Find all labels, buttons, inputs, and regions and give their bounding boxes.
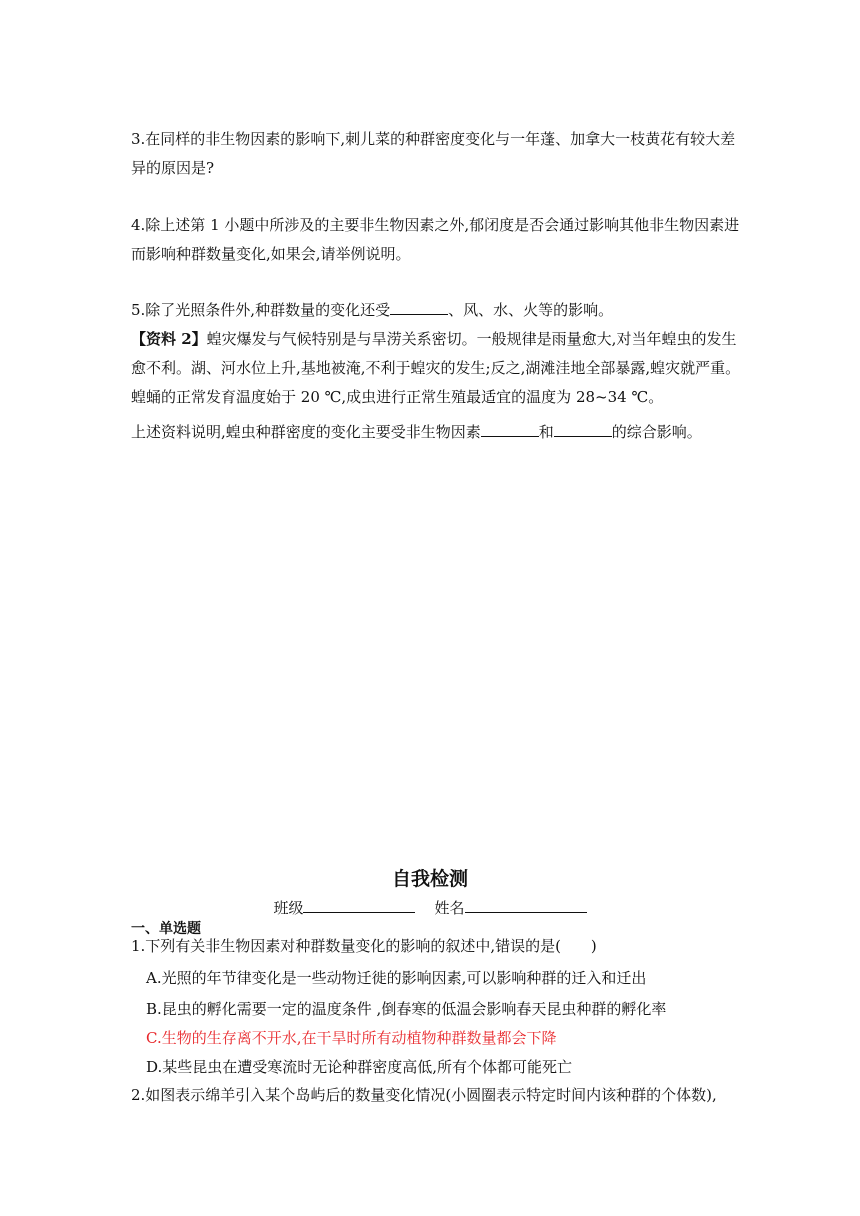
question-3: 3.在同样的非生物因素的影响下,刺儿菜的种群密度变化与一年蓬、加拿大一枝黄花有较大差异的原因是? bbox=[131, 130, 736, 177]
question-5 bbox=[131, 296, 741, 325]
conclusion-text-after: 的综合影响。 bbox=[611, 423, 702, 441]
material-2-label: 【资料 2】 bbox=[131, 330, 207, 348]
answer-blank[interactable] bbox=[481, 422, 539, 437]
material-2-text: 蝗灾爆发与气候特别是与旱涝关系密切。一般规律是雨量愈大,对当年蝗虫的发生愈不利。湖、河水位上升,基地被淹,不利于蝗灾的发生;反之,湖滩洼地全部暴露,蝗灾就严重。蝗蛹的正常发育温度始于 20 ℃,成虫进行正常生殖最适宜的温度为 28~34 ℃。 bbox=[131, 330, 741, 406]
question-4: 4.除上述第 1 小题中所涉及的主要非生物因素之外,郁闭度是否会通过影响其他非生物因素进而影响种群数量变化,如果会,请举例说明。 bbox=[131, 216, 740, 263]
conclusion bbox=[131, 418, 741, 447]
conclusion-text-before: 上述资料说明,蝗虫种群密度的变化主要受非生物因素 bbox=[131, 423, 481, 441]
self-test-title: 自我检测 bbox=[391, 868, 468, 890]
class-name-line bbox=[0, 897, 860, 918]
name-label: 姓名 bbox=[434, 899, 465, 917]
question-5-text-before: 5.除了光照条件外,种群数量的变化还受 bbox=[131, 301, 391, 319]
conclusion-text-mid: 和 bbox=[538, 423, 554, 441]
option-b: B.昆虫的孵化需要一定的温度条件 ,倒春寒的低温会影响春天昆虫种群的孵化率 bbox=[146, 1000, 667, 1018]
option-a: A.光照的年节律变化是一些动物迁徙的影响因素,可以影响种群的迁入和迁出 bbox=[146, 969, 647, 987]
class-field[interactable] bbox=[303, 898, 415, 913]
material-2 bbox=[131, 325, 741, 412]
name-field[interactable] bbox=[465, 898, 587, 913]
option-c-answer: C.生物的生存离不开水,在干旱时所有动植物种群数量都会下降 bbox=[146, 1029, 557, 1047]
question-5-text-after: 、风、水、火等的影响。 bbox=[448, 301, 614, 319]
question-1-stem: 1.下列有关非生物因素对种群数量变化的影响的叙述中,错误的是( ) bbox=[131, 937, 597, 955]
answer-blank[interactable] bbox=[554, 422, 612, 437]
question-2-stem: 2.如图表示绵羊引入某个岛屿后的数量变化情况(小圆圈表示特定时间内该种群的个体数), bbox=[131, 1086, 717, 1104]
class-label: 班级 bbox=[273, 899, 304, 917]
option-d: D.某些昆虫在遭受寒流时无论种群密度高低,所有个体都可能死亡 bbox=[146, 1058, 573, 1076]
section-heading: 一、单选题 bbox=[131, 921, 201, 937]
answer-blank[interactable] bbox=[390, 300, 448, 315]
